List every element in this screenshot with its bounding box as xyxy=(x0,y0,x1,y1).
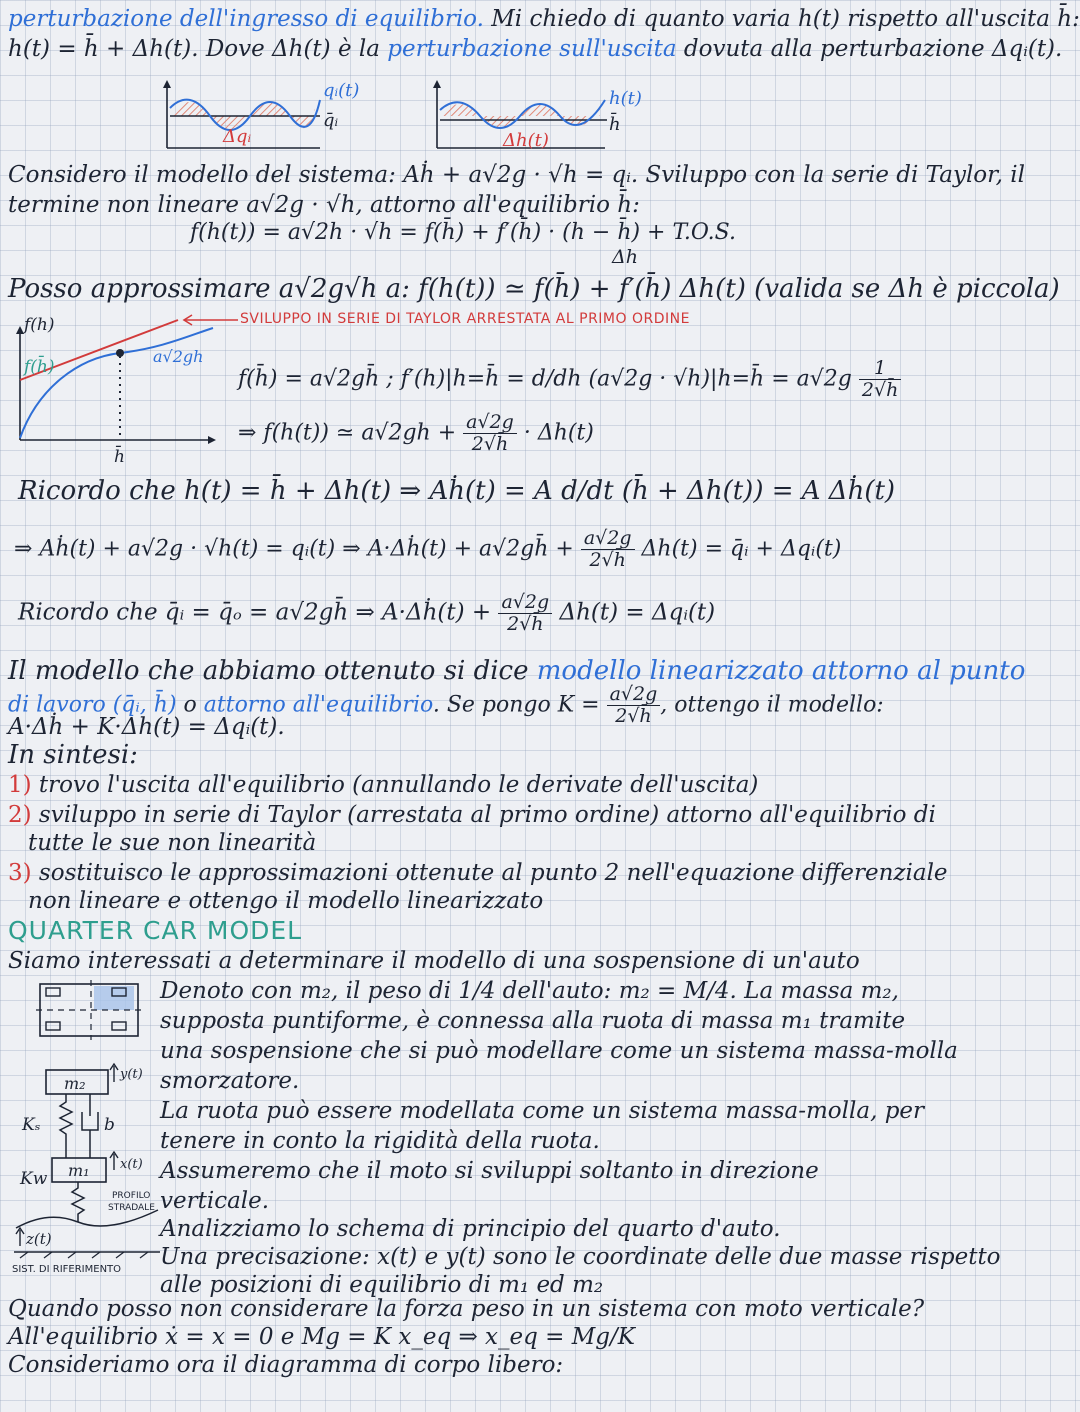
ground-hatch xyxy=(20,1252,28,1258)
label-x-t: x(t) xyxy=(120,1157,143,1172)
sqrt-curve xyxy=(20,328,213,438)
equation-recall-q-b: Δh(t) = Δqᵢ(t) xyxy=(559,599,716,626)
highlight-work-point: di lavoro (q̄ᵢ, h̄) xyxy=(8,692,177,718)
ground-hatch xyxy=(68,1252,76,1258)
ground-hatch xyxy=(92,1252,100,1258)
label-delta-qi: Δqᵢ xyxy=(223,126,252,147)
highlight-linearized-model: modello linearizzato attorno al punto xyxy=(536,656,1026,686)
graph-output-perturbation xyxy=(425,78,655,168)
equation-substitution-a: ⇒ Aḣ(t) + a√2g · √h(t) = qᵢ(t) ⇒ A·Δḣ(t) + a√2gh̄ + xyxy=(14,536,574,562)
label-profile-1: PROFILO xyxy=(112,1191,151,1201)
line-12-a: Il modello che abbiamo ottenuto si dice xyxy=(8,656,537,686)
step-3-text-a: sostituisco le approssimazioni ottenute al punto 2 nell'equazione differenziale xyxy=(38,860,948,886)
car-top-view-diagram xyxy=(36,980,146,1040)
frac-top: a√2g xyxy=(607,684,661,706)
graph-linearization xyxy=(8,315,223,468)
qcm-line-13: Quando posso non considerare la forza peso in un sistema con moto verticale? xyxy=(8,1296,925,1322)
label-qi-bar: q̄ᵢ xyxy=(323,110,339,131)
section-title-quarter-car: QUARTER CAR MODEL xyxy=(8,916,303,945)
frac-top: a√2g xyxy=(498,592,552,614)
step-2-text-a: sviluppo in serie di Taylor (arrestata al primo ordine) attorno all'equilibrio di xyxy=(38,802,936,828)
spring-ks-icon xyxy=(60,1094,72,1158)
line-nonlinear-term: termine non lineare a√2g · √h, attorno all'equilibrio h̄: xyxy=(8,192,640,218)
equilibrium-point xyxy=(116,349,124,357)
line-2-part-b: dovuta alla perturbazione Δqᵢ(t). xyxy=(676,36,1063,62)
line-linearized-model xyxy=(8,656,1026,686)
summary-step-2-cont: tutte le sue non linearità xyxy=(28,830,317,856)
frac-bottom: 2√h̄ xyxy=(615,705,652,727)
qcm-line-2: Denoto con m₂, il peso di 1/4 dell'auto: m₂ = M/4. La massa m₂, xyxy=(160,978,899,1004)
arrow-up-icon xyxy=(433,80,441,88)
ground-hatch xyxy=(44,1252,52,1258)
line-summary-title: In sintesi: xyxy=(8,740,138,770)
label-h-bar: h̄ xyxy=(609,114,621,135)
qcm-line-3: supposta puntiforme, è connessa alla ruota di massa m₁ tramite xyxy=(160,1008,906,1034)
frac-top: a√2g xyxy=(581,528,635,550)
label-b: b xyxy=(104,1115,115,1135)
line-approximation: Posso approssimare a√2g√h a: f(h(t)) ≃ f(h̄) + f′(h̄) Δh(t) (valida se Δh è piccola) xyxy=(8,274,1060,304)
equation-substitution xyxy=(14,528,841,571)
wheel-icon xyxy=(112,1022,126,1030)
fraction-one-over-2sqrt-h xyxy=(859,358,901,401)
arrow-up-icon xyxy=(16,326,24,334)
wheel-icon xyxy=(46,988,60,996)
summary-step-2 xyxy=(8,800,993,830)
spring-kw-icon xyxy=(72,1182,84,1222)
fraction-a-sqrt2g xyxy=(581,528,635,571)
label-z-t: z(t) xyxy=(26,1230,52,1248)
frac-bottom: 2√h̄ xyxy=(861,379,899,401)
equation-taylor-expansion: f(h(t)) = a√2h · √h = f(h̄) + f′(h̄) · (h − h̄) + T.O.S. xyxy=(190,220,736,245)
wheel-icon xyxy=(46,1022,60,1030)
qcm-line-1: Siamo interessati a determinare il modello di una sospensione di un'auto xyxy=(8,948,860,974)
step-2-number: 2) xyxy=(8,802,32,828)
qcm-line-7: tenere in conto la rigidità della ruota. xyxy=(160,1128,600,1154)
qcm-line-12: alle posizioni di equilibrio di m₁ ed m₂ xyxy=(160,1272,604,1298)
line-2-part-a: h(t) = h̄ + Δh(t). Dove Δh(t) è la xyxy=(8,36,388,62)
label-kw: Kw xyxy=(20,1169,48,1189)
line-output-perturbation xyxy=(8,34,1063,64)
step-3-number: 3) xyxy=(8,860,32,886)
qcm-line-11: Una precisazione: x(t) e y(t) sono le coordinate delle due masse rispetto xyxy=(160,1244,1001,1270)
line-1-rest: Mi chiedo di quanto varia h(t) rispetto all'uscita h̄: xyxy=(483,6,1080,32)
highlight-equilibrium: attorno all'equilibrio xyxy=(203,692,433,718)
quarter-highlight xyxy=(94,986,134,1010)
label-h-t: h(t) xyxy=(609,88,642,109)
summary-step-1 xyxy=(8,770,993,800)
taylor-note: SVILUPPO IN SERIE DI TAYLOR ARRESTATA AL PRIMO ORDINE xyxy=(240,311,690,327)
label-f-hbar: f(h̄) xyxy=(24,357,55,377)
label-delta-h: Δh(t) xyxy=(503,130,549,151)
qcm-line-9: verticale. xyxy=(160,1188,270,1214)
qcm-line-10: Analizziamo lo schema di principio del quarto d'auto. xyxy=(160,1216,781,1242)
label-m2: m₂ xyxy=(64,1074,86,1093)
frac-bottom: 2√h̄ xyxy=(471,433,509,455)
qcm-line-14: All'equilibrio ẋ = x = 0 e Mg = K x_eq ⇒ x_eq = Mg/K xyxy=(8,1324,635,1350)
qcm-line-5: smorzatore. xyxy=(160,1068,300,1094)
qcm-line-4: una sospensione che si può modellare come un sistema massa-molla xyxy=(160,1038,958,1064)
arrow-right-icon xyxy=(208,436,216,444)
equation-substitution-b: Δh(t) = q̄ᵢ + Δqᵢ(t) xyxy=(641,536,842,562)
line-final-model: A·Δḣ + K·Δh(t) = Δqᵢ(t). xyxy=(8,714,285,740)
line-13-b: . Se pongo K = xyxy=(432,692,600,718)
step-1-number: 1) xyxy=(8,772,32,798)
step-1-text: trovo l'uscita all'equilibrio (annullando le derivate dell'uscita) xyxy=(38,772,759,798)
label-reference-system: SIST. DI RIFERIMENTO xyxy=(12,1264,122,1275)
equation-linear-approx-b: · Δh(t) xyxy=(523,420,594,446)
line-recall-h: Ricordo che h(t) = h̄ + Δh(t) ⇒ Aḣ(t) = A d/dt (h̄ + Δh(t)) = A Δḣ(t) xyxy=(18,476,896,506)
qcm-line-6: La ruota può essere modellata come un sistema massa-molla, per xyxy=(160,1098,925,1124)
label-y-t: y(t) xyxy=(120,1067,143,1082)
frac-top: 1 xyxy=(859,358,901,380)
quarter-car-diagram xyxy=(8,1060,168,1285)
equation-derivative xyxy=(238,358,901,401)
line-system-model: Considero il modello del sistema: Aḣ + a√2g · √h = qᵢ. Sviluppo con la serie di Taylor, il xyxy=(8,162,1025,188)
fraction-a-sqrt2g xyxy=(463,412,517,455)
frac-top: a√2g xyxy=(463,412,517,434)
line-13-a: o xyxy=(176,692,204,718)
fraction-a-sqrt2g xyxy=(498,592,552,635)
label-f-h: f(h) xyxy=(24,315,55,335)
frac-bottom: 2√h̄ xyxy=(507,613,544,635)
highlight-input-perturbation: perturbazione dell'ingresso di equilibrio. xyxy=(8,6,484,32)
qcm-line-8: Assumeremo che il moto si sviluppi soltanto in direzione xyxy=(160,1158,819,1184)
frac-bottom: 2√h̄ xyxy=(589,549,626,571)
label-hbar-axis: h̄ xyxy=(114,447,125,467)
line-perturbation-input xyxy=(8,4,1080,34)
arrow-up-icon xyxy=(163,80,171,88)
label-qi-t: qᵢ(t) xyxy=(323,80,360,101)
label-ks: Kₛ xyxy=(22,1115,41,1135)
ground-hatch xyxy=(116,1252,124,1258)
ground-hatch xyxy=(140,1252,148,1258)
equation-linear-approx-a: ⇒ f(h(t)) ≃ a√2gh + xyxy=(238,420,457,446)
equation-recall-q xyxy=(18,592,715,635)
equation-linear-approx xyxy=(238,412,594,455)
highlight-output-perturbation: perturbazione sull'uscita xyxy=(387,36,677,62)
summary-step-3-cont: non lineare e ottengo il modello linearizzato xyxy=(28,888,544,914)
equation-delta-h-under: Δh xyxy=(612,246,638,268)
summary-step-3 xyxy=(8,858,993,888)
label-profile-2: STRADALE xyxy=(108,1203,155,1213)
graph-input-perturbation xyxy=(155,78,360,168)
qcm-line-15: Consideriamo ora il diagramma di corpo libero: xyxy=(8,1352,564,1378)
label-sqrt-curve: a√2gh xyxy=(153,347,204,366)
equation-recall-q-a: Ricordo che q̄ᵢ = q̄ₒ = a√2gh̄ ⇒ A·Δḣ(t) + xyxy=(18,599,492,626)
label-m1: m₁ xyxy=(68,1161,90,1180)
line-13-c: , ottengo il modello: xyxy=(660,692,884,718)
equation-derivative-main: f(h̄) = a√2gh̄ ; f′(h)|h=h̄ = d/dh (a√2g · √h)|h=h̄ = a√2g xyxy=(238,366,852,392)
